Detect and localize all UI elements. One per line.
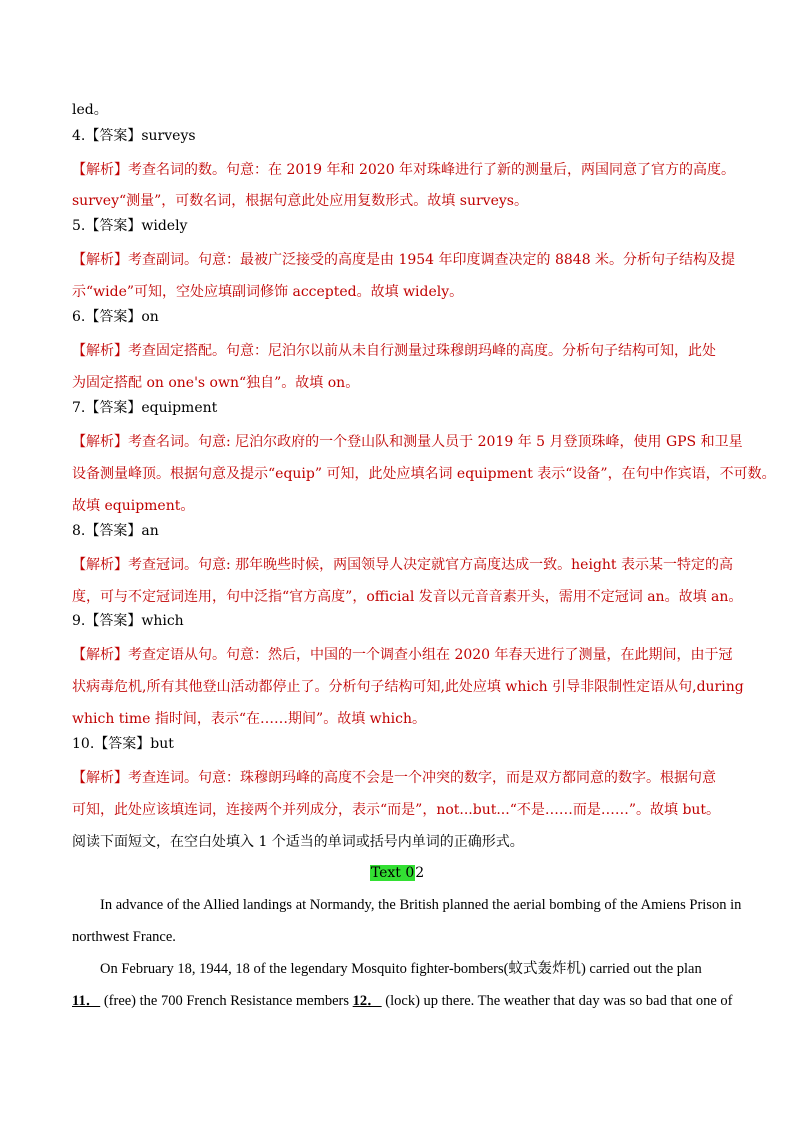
passage-paragraph-2-line-1: On February 18, 1944, 18 of the legendary Mosquito fighter-bombers(蚊式轰炸机) carried out the plan bbox=[100, 961, 702, 977]
instruction-text: 阅读下面短文，在空白处填入 1 个适当的单词或括号内单词的正确形式。 bbox=[72, 834, 524, 850]
text-label-rest: 2 bbox=[415, 865, 425, 881]
blank-11[interactable]: 11． bbox=[72, 993, 101, 1009]
explanation-7-line-3: 故填 equipment。 bbox=[72, 498, 195, 514]
explanation-6-line-1: 【解析】考查固定搭配。句意：尼泊尔以前从未自行测量过珠穆朗玛峰的高度。分析句子结构可知，此处 bbox=[72, 343, 716, 359]
answer-7: 7.【答案】equipment bbox=[72, 400, 218, 416]
text-label bbox=[0, 864, 794, 882]
answer-9: 9.【答案】which bbox=[72, 613, 184, 629]
answer-5: 5.【答案】widely bbox=[72, 218, 188, 234]
explanation-10-line-2: 可知，此处应该填连词，连接两个并列成分，表示“而是”，not...but...“不是……而是……”。故填 but。 bbox=[72, 802, 721, 818]
explanation-6-line-2: 为固定搭配 on one's own“独自”。故填 on。 bbox=[72, 375, 360, 391]
answer-4: 4.【答案】surveys bbox=[72, 128, 196, 144]
answer-6: 6.【答案】on bbox=[72, 309, 159, 325]
passage-text: (free) the 700 French Resistance members bbox=[100, 993, 353, 1009]
explanation-9-line-2: 状病毒危机,所有其他登山活动都停止了。分析句子结构可知,此处应填 which 引导非限制性定语从句,during bbox=[72, 679, 744, 695]
text-line: led。 bbox=[72, 102, 108, 118]
answer-8: 8.【答案】an bbox=[72, 523, 159, 539]
explanation-7-line-2: 设备测量峰顶。根据句意及提示“equip” 可知，此处应填名词 equipment 表示“设备”，在句中作宾语，不可数。 bbox=[72, 466, 776, 482]
explanation-4-line-2: survey“测量”，可数名词，根据句意此处应用复数形式。故填 surveys。 bbox=[72, 193, 528, 209]
passage-text: (lock) up there. The weather that day was so bad that one of bbox=[381, 993, 733, 1009]
text-label-highlight: Text 0 bbox=[370, 865, 415, 881]
explanation-10-line-1: 【解析】考查连词。句意：珠穆朗玛峰的高度不会是一个冲突的数字，而是双方都同意的数字。根据句意 bbox=[72, 770, 716, 786]
passage-paragraph-1-line-2: northwest France. bbox=[72, 929, 176, 945]
explanation-9-line-1: 【解析】考查定语从句。句意：然后，中国的一个调查小组在 2020 年春天进行了测量，在此期间，由于冠 bbox=[72, 647, 733, 663]
explanation-8-line-1: 【解析】考查冠词。句意: 那年晚些时候，两国领导人决定就官方高度达成一致。height 表示某一特定的高 bbox=[72, 557, 733, 573]
answer-10: 10.【答案】but bbox=[72, 736, 174, 752]
explanation-5-line-1: 【解析】考查副词。句意：最被广泛接受的高度是由 1954 年印度调查决定的 8848 米。分析句子结构及提 bbox=[72, 252, 736, 268]
passage-paragraph-1-line-1: In advance of the Allied landings at Normandy, the British planned the aerial bombing of the Amiens Prison in bbox=[100, 897, 742, 913]
explanation-5-line-2: 示“wide”可知，空处应填副词修饰 accepted。故填 widely。 bbox=[72, 284, 464, 300]
explanation-9-line-3: which time 指时间，表示“在……期间”。故填 which。 bbox=[72, 711, 426, 727]
explanation-8-line-2: 度，可与不定冠词连用，句中泛指“官方高度”，official 发音以元音音素开头，需用不定冠词 an。故填 an。 bbox=[72, 589, 743, 605]
explanation-7-line-1: 【解析】考查名词。句意: 尼泊尔政府的一个登山队和测量人员于 2019 年 5 月登顶珠峰，使用 GPS 和卫星 bbox=[72, 434, 743, 450]
blank-12[interactable]: 12． bbox=[352, 993, 382, 1009]
explanation-4-line-1: 【解析】考查名词的数。句意：在 2019 年和 2020 年对珠峰进行了新的测量后，两国同意了官方的高度。 bbox=[72, 162, 736, 178]
passage-paragraph-2-line-2 bbox=[72, 992, 733, 1010]
